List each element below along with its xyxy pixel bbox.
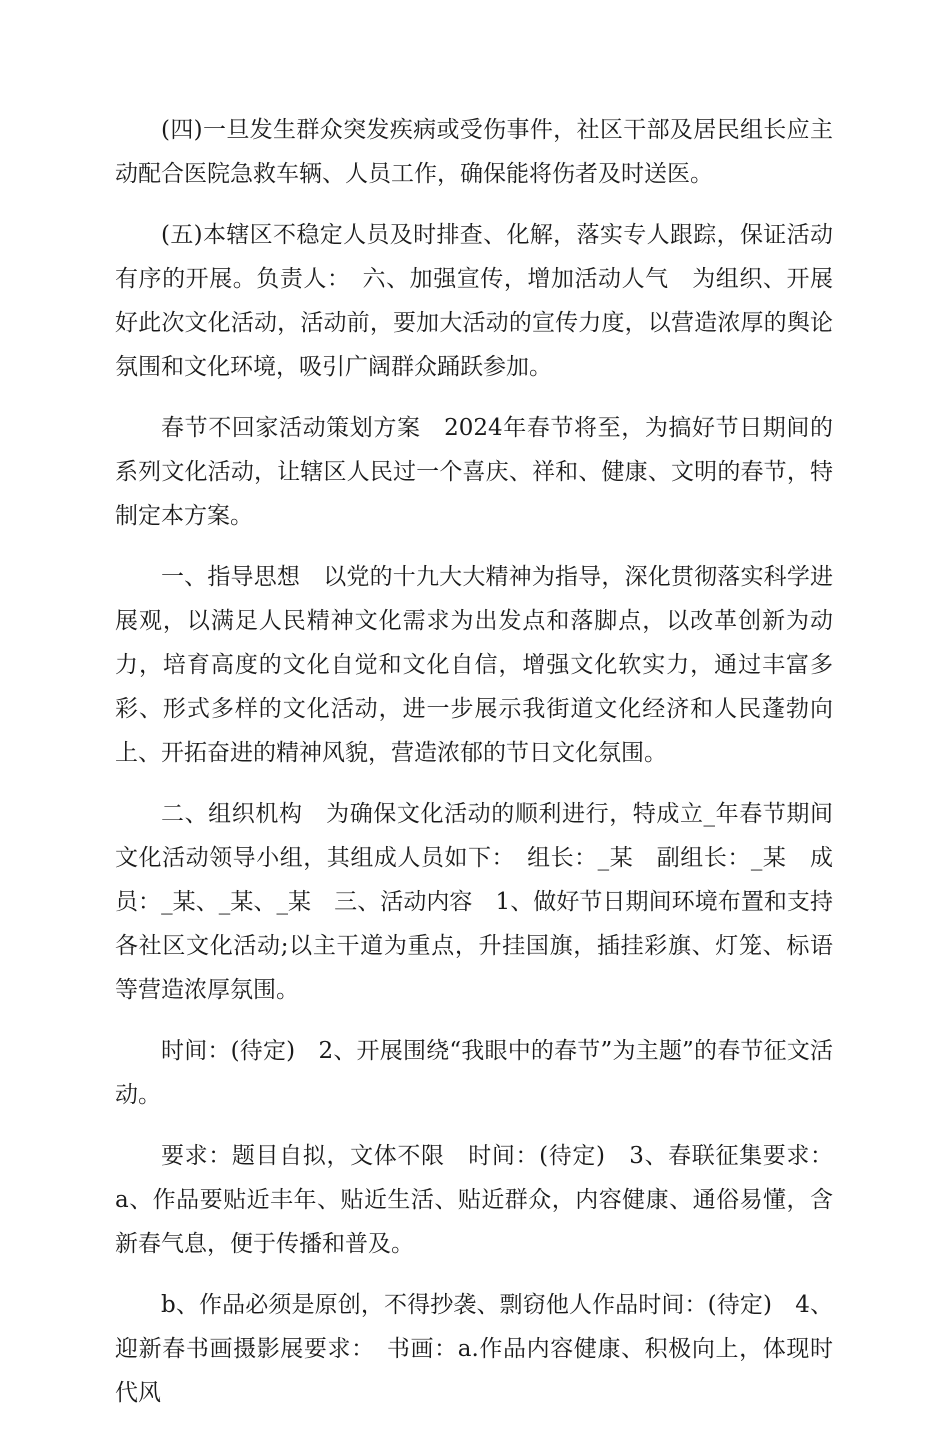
paragraph-4: 一、指导思想 以党的十九大大精神为指导，深化贯彻落实科学进展观，以满足人民精神文化需求为出发点和落脚点，以改革创新为动力，培育高度的文化自觉和文化自信，增强文化软实力，通过丰富多彩、形式多样的文化活动，进一步展示我街道文化经济和人民蓬勃向上、开拓奋进的精神风貌，营造浓郁的节日文化氛围。 <box>115 564 833 766</box>
paragraph-6: 时间：(待定) 2、开展围绕“我眼中的春节”为主题”的春节征文活动。 <box>115 1038 833 1108</box>
paragraph-1: (四)一旦发生群众突发疾病或受伤事件，社区干部及居民组长应主动配合医院急救车辆、人员工作，确保能将伤者及时送医。 <box>115 117 833 187</box>
document-page <box>115 108 833 1432</box>
paragraph-3: 春节不回家活动策划方案 2024年春节将至，为搞好节日期间的系列文化活动，让辖区人民过一个喜庆、祥和、健康、文明的春节，特制定本方案。 <box>115 415 833 529</box>
paragraph-8: b、作品必须是原创，不得抄袭、剽窃他人作品时间：(待定) 4、迎新春书画摄影展要求： 书画：a.作品内容健康、积极向上，体现时代风 <box>115 1292 833 1406</box>
paragraph-7: 要求：题目自拟，文体不限 时间：(待定) 3、春联征集要求：a、作品要贴近丰年、贴近生活、贴近群众，内容健康、通俗易懂，含新春气息，便于传播和普及。 <box>115 1143 833 1257</box>
paragraph-5: 二、组织机构 为确保文化活动的顺利进行，特成立_年春节期间文化活动领导小组，其组成人员如下： 组长：_某 副组长：_某 成员：_某、_某、_某 三、活动内容 1、做好节日期间环境布置和支持各社区文化活动;以主干道为重点，升挂国旗，插挂彩旗、灯笼、标语等营造浓厚氛围。 <box>115 801 833 1003</box>
paragraph-2: (五)本辖区不稳定人员及时排查、化解，落实专人跟踪，保证活动有序的开展。负责人： 六、加强宣传，增加活动人气 为组织、开展好此次文化活动，活动前，要加大活动的宣传力度，以营造浓厚的舆论氛围和文化环境，吸引广阔群众踊跃参加。 <box>115 222 833 380</box>
